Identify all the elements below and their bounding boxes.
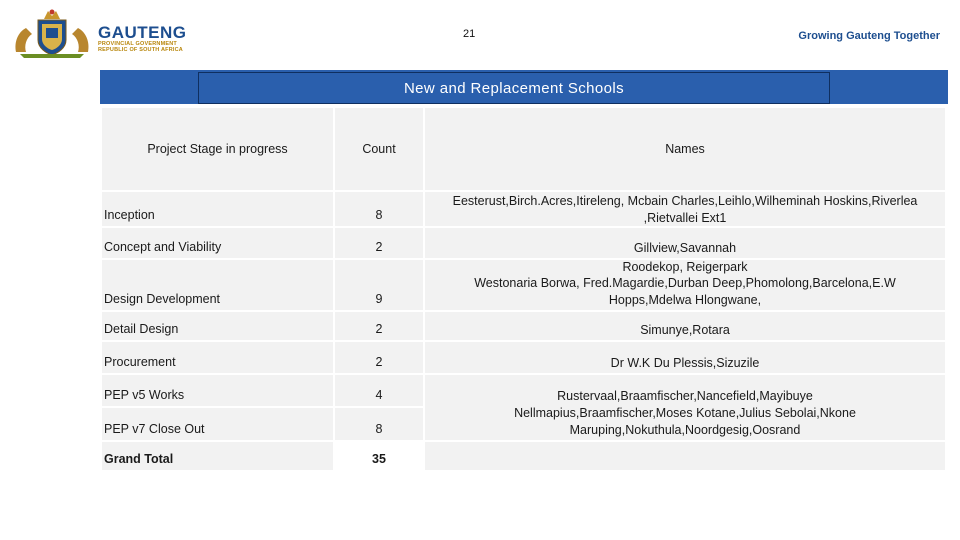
grand-total-names-empty <box>425 442 945 470</box>
header-stage: Project Stage in progress <box>102 108 333 190</box>
row-stage-design-development: Design Development <box>102 260 333 310</box>
row-stage-procurement: Procurement <box>102 342 333 373</box>
logo-wordmark <box>98 24 187 53</box>
row-stage-pep-v5: PEP v5 Works <box>102 375 333 406</box>
row-count-design-development: 9 <box>335 260 423 310</box>
row-names-concept: Gillview,Savannah <box>425 228 945 258</box>
title-box <box>198 72 830 104</box>
logo-subtitle-2: REPUBLIC OF SOUTH AFRICA <box>98 47 183 53</box>
row-count-inception: 8 <box>335 192 423 226</box>
row-stage-detail-design: Detail Design <box>102 312 333 340</box>
row-count-detail-design: 2 <box>335 312 423 340</box>
row-count-pep-v7: 8 <box>335 408 423 440</box>
grand-total-count: 35 <box>335 442 423 470</box>
logo-title: GAUTENG <box>98 23 187 42</box>
row-names-design-development: Roodekop, Reigerpark Westonaria Borwa, Fred.Magardie,Durban Deep,Phomolong,Barcelona,E.W Hopps,Mdelwa Hlongwane, <box>425 260 945 310</box>
row-names-pep-v5: Rustervaal,Braamfischer,Nancefield,Mayibuye <box>425 375 945 406</box>
row-names-procurement: Dr W.K Du Plessis,Sizuzile <box>425 342 945 373</box>
gauteng-logo <box>10 8 190 58</box>
header-count: Count <box>335 108 423 190</box>
logo-subtitle-1: PROVINCIAL GOVERNMENT <box>98 41 177 47</box>
page-title: New and Replacement Schools <box>403 79 625 97</box>
row-names-pep-v7: Nellmapius,Braamfischer,Moses Kotane,Julius Sebolai,Nkone Maruping,Nokuthula,Noordgesig,Oosrand <box>425 404 945 440</box>
row-stage-pep-v7: PEP v7 Close Out <box>102 408 333 440</box>
row-stage-concept: Concept and Viability <box>102 228 333 258</box>
page-number: 21 <box>463 28 476 40</box>
row-names-inception: Eesterust,Birch.Acres,Itireleng, Mcbain Charles,Leihlo,Wilheminah Hoskins,Riverlea ,Rietvallei Ext1 <box>425 192 945 226</box>
row-count-concept: 2 <box>335 228 423 258</box>
row-count-procurement: 2 <box>335 342 423 373</box>
slogan: Growing Gauteng Together <box>798 30 940 42</box>
row-names-detail-design: Simunye,Rotara <box>425 312 945 340</box>
coat-of-arms-icon <box>10 8 94 58</box>
row-stage-inception: Inception <box>102 192 333 226</box>
header-names: Names <box>425 108 945 190</box>
row-count-pep-v5: 4 <box>335 375 423 406</box>
grand-total-label: Grand Total <box>102 442 333 470</box>
